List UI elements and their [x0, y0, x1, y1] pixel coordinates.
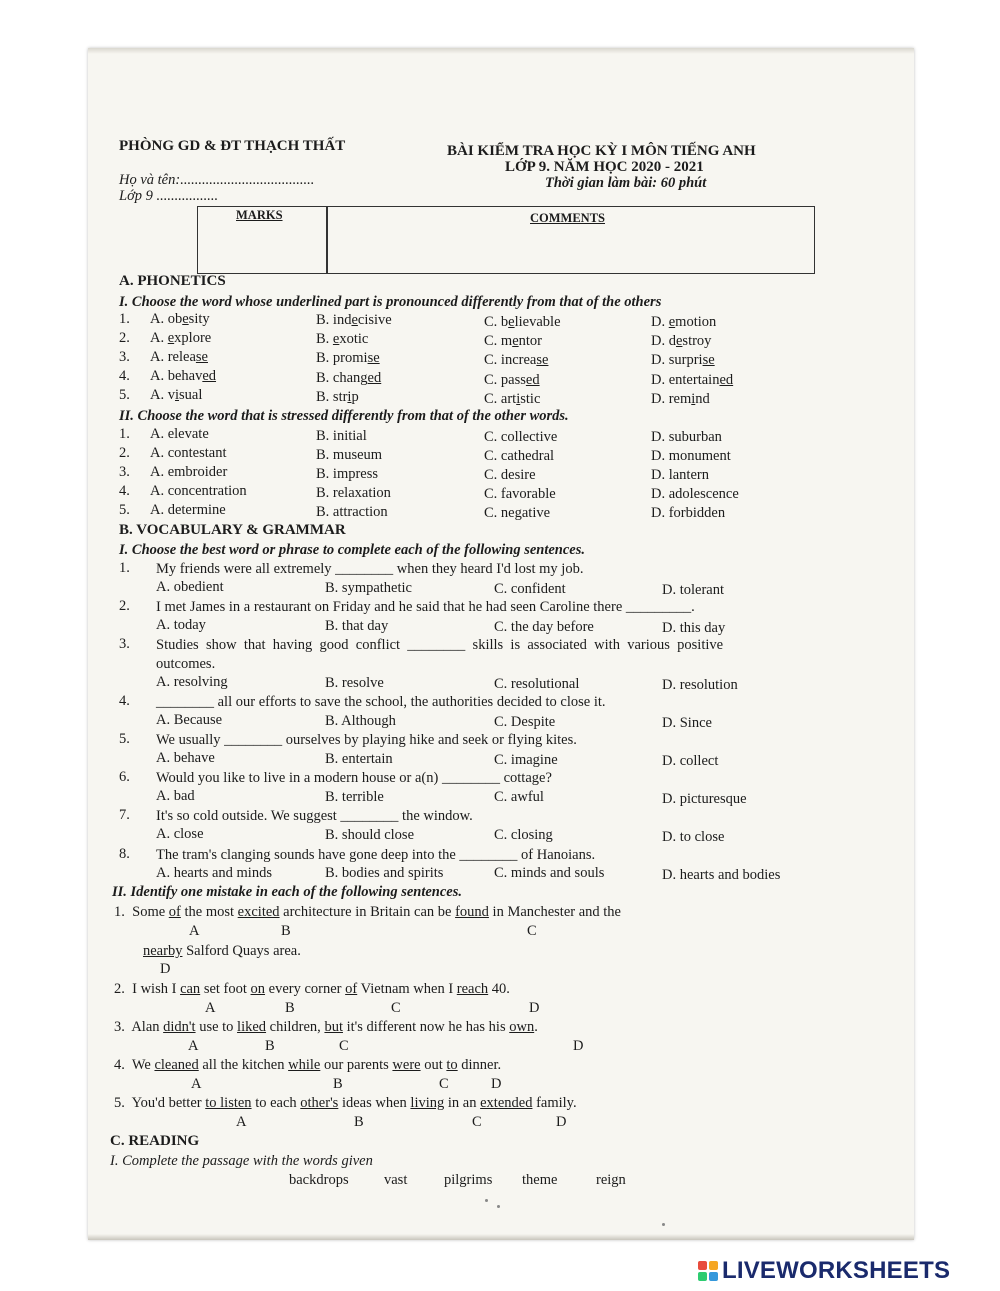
option-a: A. determine	[150, 502, 226, 518]
option-d: D. adolescence	[651, 486, 739, 502]
vocab-heading: B. VOCABULARY & GRAMMAR	[119, 522, 346, 538]
option-c: C. desire	[484, 467, 536, 483]
option-a: A. embroider	[150, 464, 228, 480]
option-d: D. this day	[662, 620, 726, 636]
option-c: C. negative	[484, 505, 551, 521]
option-b: B. terrible	[325, 789, 384, 805]
option-b: B. should close	[325, 827, 415, 843]
exam-grade-year: LỚP 9. NĂM HỌC 2020 - 2021	[505, 159, 704, 175]
option-a: A. obesity	[150, 311, 210, 327]
comments-label: COMMENTS	[530, 211, 605, 225]
option-a: A. concentration	[150, 483, 247, 499]
question-text: We usually ________ ourselves by playing hike and seek or flying kites.	[156, 732, 577, 748]
option-c: C. artistic	[484, 391, 541, 407]
question-text: The tram's clanging sounds have gone deep into the ________ of Hanoians.	[156, 847, 596, 863]
question-text: It's so cold outside. We suggest ________ the window.	[156, 808, 473, 824]
word-bank-item: theme	[522, 1172, 558, 1188]
word-bank-item: backdrops	[289, 1172, 349, 1188]
letter-b: B	[285, 1000, 295, 1016]
question-text: Studies show that having good conflict ________ skills is associated with various positive	[156, 637, 724, 653]
option-c: C. collective	[484, 429, 558, 445]
letter-c: C	[439, 1076, 449, 1092]
option-b: B. entertain	[325, 751, 393, 767]
phonetics-part2-instruction: II. Choose the word that is stressed differently from that of the other words.	[119, 408, 569, 424]
option-c: C. resolutional	[494, 676, 580, 692]
letter-b: B	[354, 1114, 364, 1130]
letter-b: B	[333, 1076, 343, 1092]
option-a: A. behaved	[150, 368, 217, 384]
option-a: A. obedient	[156, 579, 224, 595]
option-d: D. resolution	[662, 677, 738, 693]
option-b: B. resolve	[325, 675, 384, 691]
word-bank-item: pilgrims	[444, 1172, 493, 1188]
option-b: B. sympathetic	[325, 580, 412, 596]
option-c: C. imagine	[494, 752, 558, 768]
letter-d: D	[491, 1076, 502, 1092]
option-c: C. awful	[494, 789, 544, 805]
sentence: 2. I wish I can set foot on every corner of Vietnam when I reach 40.	[114, 981, 510, 997]
student-name-field: Họ và tên:.....................................	[119, 172, 315, 188]
option-a: A. close	[156, 826, 204, 842]
letter-d: D	[529, 1000, 540, 1016]
option-b: B. impress	[316, 466, 379, 482]
option-c: C. cathedral	[484, 448, 555, 464]
option-c: C. closing	[494, 827, 553, 843]
letter-b: B	[265, 1038, 275, 1054]
question-text: My friends were all extremely ________ when they heard I'd lost my job.	[156, 561, 584, 577]
option-b: B. attraction	[316, 504, 388, 520]
scan-speck	[485, 1199, 488, 1202]
letter-c: C	[339, 1038, 349, 1054]
letter-c: C	[472, 1114, 482, 1130]
option-b: B. initial	[316, 428, 367, 444]
question-text: ________ all our efforts to save the school, the authorities decided to close it.	[156, 694, 606, 710]
option-c: C. the day before	[494, 619, 594, 635]
liveworksheets-logo	[698, 1257, 950, 1285]
option-a: A. bad	[156, 788, 195, 804]
option-d: D. hearts and bodies	[662, 867, 781, 883]
reading-heading: C. READING	[110, 1133, 200, 1149]
marks-comments-box	[197, 206, 815, 274]
liveworksheets-logo-text: LIVEWORKSHEETS	[722, 1257, 951, 1284]
option-a: A. visual	[150, 387, 203, 403]
page-bottom-edge	[88, 1234, 914, 1240]
liveworksheets-logo-icon	[698, 1261, 718, 1281]
option-d: D. suburban	[651, 429, 722, 445]
option-a: A. Because	[156, 712, 223, 728]
vocab-part1-instruction: I. Choose the best word or phrase to complete each of the following sentences.	[119, 542, 586, 558]
exam-title: BÀI KIỂM TRA HỌC KỲ I MÔN TIẾNG ANH	[447, 143, 756, 159]
letter-a: A	[205, 1000, 216, 1016]
sentence: 1. Some of the most excited architecture in Britain can be found in Manchester and the	[114, 904, 621, 920]
option-d: D. lantern	[651, 467, 709, 483]
option-d: D. forbidden	[651, 505, 726, 521]
word-bank-item: vast	[384, 1172, 408, 1188]
option-b: B. strip	[316, 389, 359, 405]
reading-instruction: I. Complete the passage with the words given	[110, 1153, 373, 1169]
letter-c: C	[391, 1000, 401, 1016]
option-a: A. behave	[156, 750, 215, 766]
vocab-part2-instruction: II. Identify one mistake in each of the following sentences.	[112, 884, 463, 900]
option-c: C. minds and souls	[494, 865, 605, 881]
sentence: 5. You'd better to listen to each other's ideas when living in an extended family.	[114, 1095, 577, 1111]
student-class-field: Lớp 9 .................	[119, 188, 219, 204]
phonetics-part1-instruction: I. Choose the word whose underlined part is pronounced differently from that of the others	[119, 294, 662, 310]
phonetics-heading: A. PHONETICS	[119, 273, 226, 289]
option-a: A. elevate	[150, 426, 209, 442]
letter-c: C	[527, 923, 537, 939]
exam-time: Thời gian làm bài: 60 phút	[545, 175, 707, 191]
option-d: D. remind	[651, 391, 710, 407]
option-b: B. indecisive	[316, 312, 392, 328]
question-text: Would you like to live in a modern house or a(n) ________ cottage?	[156, 770, 552, 786]
sentence-continued: nearby Salford Quays area.	[143, 943, 301, 959]
sentence: 3. Alan didn't use to liked children, but it's different now he has his own.	[114, 1019, 538, 1035]
option-d: D. entertained	[651, 372, 734, 388]
option-c: C. believable	[484, 314, 561, 330]
option-a: A. resolving	[156, 674, 228, 690]
word-bank-item: reign	[596, 1172, 626, 1188]
option-b: B. museum	[316, 447, 383, 463]
letter-a: A	[188, 1038, 199, 1054]
marks-label: MARKS	[236, 208, 283, 222]
letter-b: B	[281, 923, 291, 939]
letter-a: A	[191, 1076, 202, 1092]
option-a: A. explore	[150, 330, 212, 346]
option-c: C. Despite	[494, 714, 556, 730]
option-b: B. Although	[325, 713, 396, 729]
sentence: 4. We cleaned all the kitchen while our parents were out to dinner.	[114, 1057, 502, 1073]
option-d: D. surprise	[651, 352, 715, 368]
option-d: D. to close	[662, 829, 725, 845]
option-b: B. that day	[325, 618, 389, 634]
option-d: D. picturesque	[662, 791, 747, 807]
option-d: D. monument	[651, 448, 731, 464]
option-d: D. destroy	[651, 333, 712, 349]
letter-a: A	[189, 923, 200, 939]
school-name: PHÒNG GD & ĐT THẠCH THẤT	[119, 138, 346, 154]
letter-a: A	[236, 1114, 247, 1130]
option-c: C. favorable	[484, 486, 556, 502]
option-b: B. bodies and spirits	[325, 865, 444, 881]
page-top-edge	[88, 48, 914, 54]
option-b: B. exotic	[316, 331, 369, 347]
option-a: A. release	[150, 349, 208, 365]
option-d: D. emotion	[651, 314, 717, 330]
option-a: A. contestant	[150, 445, 227, 461]
option-b: B. changed	[316, 370, 382, 386]
option-d: D. Since	[662, 715, 712, 731]
marks-divider	[326, 207, 328, 273]
scan-speck	[497, 1205, 500, 1208]
option-c: C. mentor	[484, 333, 542, 349]
option-c: C. confident	[494, 581, 566, 597]
option-a: A. today	[156, 617, 206, 633]
option-d: D. collect	[662, 753, 719, 769]
letter-d: D	[556, 1114, 567, 1130]
option-c: C. passed	[484, 372, 540, 388]
scan-speck	[662, 1223, 665, 1226]
option-a: A. hearts and minds	[156, 865, 272, 881]
option-b: B. relaxation	[316, 485, 391, 501]
option-b: B. promise	[316, 350, 380, 366]
letter-d: D	[573, 1038, 584, 1054]
question-text-continued: outcomes.	[156, 656, 216, 672]
option-c: C. increase	[484, 352, 549, 368]
letter-d: D	[160, 961, 171, 977]
question-text: I met James in a restaurant on Friday and he said that he had seen Caroline there _________.	[156, 599, 695, 615]
option-d: D. tolerant	[662, 582, 725, 598]
